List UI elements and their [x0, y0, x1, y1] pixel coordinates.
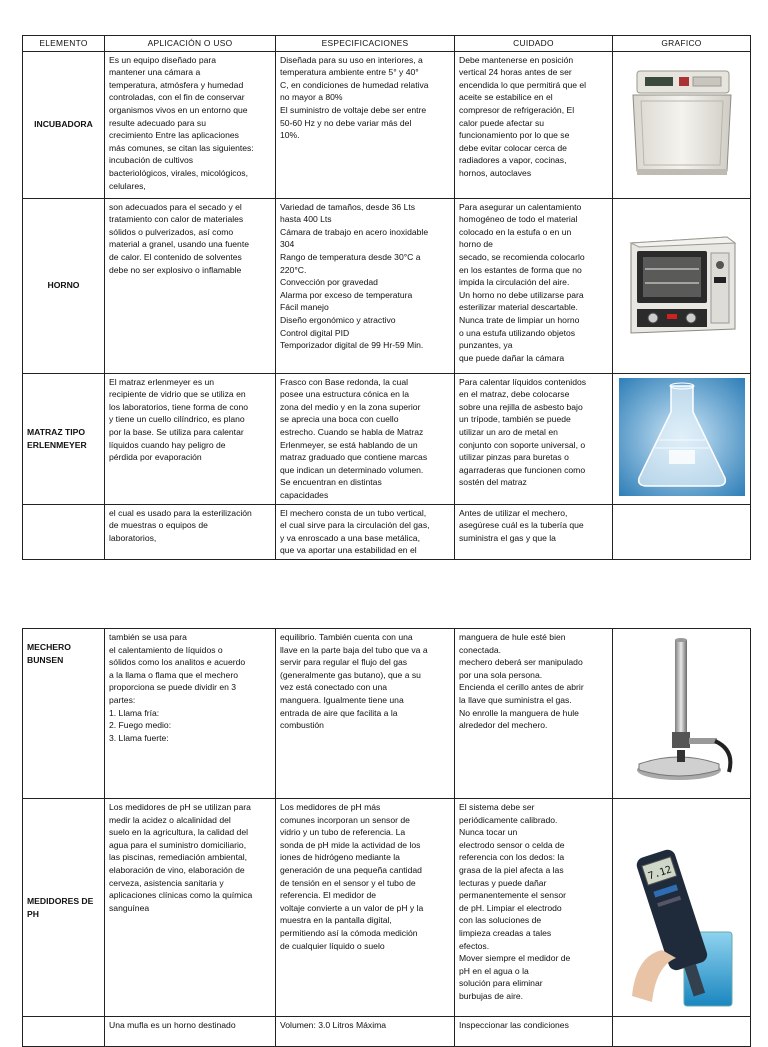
uso-cell: el cual es usado para la esterilización de muestras o equipos de laboratorios,: [105, 504, 276, 559]
spec-cell: Variedad de tamaños, desde 36 Lts hasta 400 Lts Cámara de trabajo en acero inoxidable 304 Rango de temperatura desde 30°C a 220°C. Convección por gravedad Alarma por exceso de temperatura Fácil manejo Diseño ergonómico y atractivo Control digital PID Temporizador digital de 99 Hr-59 Min.: [276, 198, 455, 373]
table-row-horno: [23, 198, 751, 373]
cuidado-cell: Antes de utilizar el mechero, asegúrese cuál es la tubería que suministra el gas y que la: [455, 504, 613, 559]
uso-cell: El matraz erlenmeyer es un recipiente de vidrio que se utiliza en los laboratorios, tiene forma de cono y tiene un cuello cilíndrico, es plano por la base. Se utiliza para calentar líquidos cuando hay peligro de pérdida por evaporación: [105, 373, 276, 504]
incubator-image: [623, 67, 741, 179]
table-row-matraz: [23, 373, 751, 504]
grafico-cell: [613, 198, 751, 373]
erlenmeyer-flask-image: [619, 378, 745, 496]
header-aplicacion: APLICACIÓN O USO: [105, 36, 276, 52]
cuidado-cell: El sistema debe ser periódicamente calibrado. Nunca tocar un electrodo sensor o celda de referencia con los dedos: la grasa de la piel afecta a las lecturas y puede dañar permanentemente el sensor de pH. Limpiar el electrodo con las soluciones de limpieza creadas a tales efectos. Mover siempre el medidor de pH en el agua o la solución para eliminar burbujas de aire.: [455, 799, 613, 1017]
element-name: INCUBADORA: [23, 51, 105, 198]
cuidado-cell: Inspeccionar las condiciones: [455, 1017, 613, 1047]
spec-cell: Volumen: 3.0 Litros Máxima: [276, 1017, 455, 1047]
uso-cell: también se usa para el calentamiento de líquidos o sólidos como los analitos e acuerdo a la llama o flama que el mechero proporciona se puede dividir en 3 partes: 1. Llama fría: 2. Fuego medio: 3. Llama fuerte:: [105, 629, 276, 799]
grafico-cell: [613, 51, 751, 198]
grafico-cell: [613, 629, 751, 799]
grafico-cell: [613, 504, 751, 559]
header-especificaciones: ESPECIFICACIONES: [276, 36, 455, 52]
spec-cell: El mechero consta de un tubo vertical, el cual sirve para la circulación del gas, y va enroscado a una base metálica, que va aportar una estabilidad en el: [276, 504, 455, 559]
spec-cell: equilibrio. También cuenta con una llave en la parte baja del tubo que va a servir para regular el flujo del gas (generalmente gas butano), que a su vez está conectado con una manguera. Igualmente tiene una entrada de aire que facilita a la combustión: [276, 629, 455, 799]
table-row-mechero: [23, 629, 751, 799]
bunsen-burner-image: [623, 632, 741, 792]
header-cuidado: CUIDADO: [455, 36, 613, 52]
grafico-cell: [613, 373, 751, 504]
uso-cell: Es un equipo diseñado para mantener una cámara a temperatura, atmósfera y humedad controladas, con el fin de conservar organismos vivos en un entorno que resulte adecuado para su crecimiento Entre las aplicaciones más comunes, se citan las siguientes: incubación de cultivos bacteriológicos, virales, micológicos, celulares,: [105, 51, 276, 198]
cuidado-cell: Debe mantenerse en posición vertical 24 horas antes de ser encendida lo que permitirá que el aceite se estabilice en el compresor de refrigeración, El calor puede afectar su funcionamiento por lo que se debe evitar colocar cerca de radiadores a vapor, cocinas, hornos, autoclaves: [455, 51, 613, 198]
grafico-cell: [613, 799, 751, 1017]
spec-cell: Diseñada para su uso en interiores, a temperatura ambiente entre 5° y 40° C, en condiciones de humedad relativa no mayor a 80% El suministro de voltaje debe ser entre 50-60 Hz y no debe variar más del 10%.: [276, 51, 455, 198]
element-name: [23, 1017, 105, 1047]
uso-cell: Una mufla es un horno destinado: [105, 1017, 276, 1047]
element-name: [23, 504, 105, 559]
element-name: MECHERO BUNSEN: [23, 629, 105, 799]
table-row-mufla: [23, 1017, 751, 1047]
equipment-table-page-1: [22, 35, 751, 560]
table-row-incubadora: [23, 51, 751, 198]
table-row-continuation: [23, 504, 751, 559]
uso-cell: Los medidores de pH se utilizan para medir la acidez o alcalinidad del suelo en la agricultura, la calidad del agua para el suministro domiciliario, las piscinas, remediación ambiental, elaboración de vino, elaboración de cerveza, asistencia sanitaria y aplicaciones clínicas como la química sanguínea: [105, 799, 276, 1017]
cuidado-cell: Para asegurar un calentamiento homogéneo de todo el material colocado en la estufa o en un horno de secado, se recomienda colocarlo en los estantes de forma que no impida la circulación del aire. Un horno no debe utilizarse para esterilizar material descartable. Nunca trate de limpiar un horno o una estufa utilizando objetos punzantes, ya que puede dañar la cámara: [455, 198, 613, 373]
cuidado-cell: Para calentar líquidos contenidos en el matraz, debe colocarse sobre una rejilla de asbesto bajo un trípode, también se puede utilizar un aro de metal en conjunto con soporte universal, o utilizar pinzas para buretas o agarraderas que funcionen como sostén del matraz: [455, 373, 613, 504]
spec-cell: Frasco con Base redonda, la cual posee una estructura cónica en la zona del medio y en la zona superior se aprecia una boca con cuello estrecho. Cuando se habla de Matraz Erlenmeyer, se está hablando de un matraz graduado que contiene marcas que indican un determinado volumen. Se encuentran en distintas capacidades: [276, 373, 455, 504]
element-name: MATRAZ TIPO ERLENMEYER: [23, 373, 105, 504]
header-row: [23, 36, 751, 52]
cuidado-cell: manguera de hule esté bien conectada. mechero deberá ser manipulado por una sola persona. Encienda el cerillo antes de abrir la llave que suministra el gas. No enrolle la manguera de hule alrededor del mechero.: [455, 629, 613, 799]
header-grafico: GRAFICO: [613, 36, 751, 52]
uso-cell: son adecuados para el secado y el tratamiento con calor de materiales sólidos o pulverizados, así como material a granel, usando una fuente de calor. El contenido de solventes debe no ser explosivo o inflamable: [105, 198, 276, 373]
grafico-cell: [613, 1017, 751, 1047]
element-name: HORNO: [23, 198, 105, 373]
oven-image: [623, 229, 741, 339]
equipment-table-page-2: [22, 628, 751, 1047]
ph-meter-image: [626, 846, 738, 1010]
meter-display: 7.12: [646, 864, 673, 883]
spec-cell: Los medidores de pH más comunes incorporan un sensor de vidrio y un tubo de referencia. La sonda de pH mide la actividad de los iones de hidrógeno mediante la generación de una pequeña cantidad de tensión en el sensor y el tubo de referencia. El medidor de voltaje convierte a un valor de pH y la muestra en la pantalla digital, permitiendo así la cómoda medición de cualquier líquido o suelo: [276, 799, 455, 1017]
table-row-ph: [23, 799, 751, 1017]
element-name: MEDIDORES DE PH: [23, 799, 105, 1017]
header-elemento: ELEMENTO: [23, 36, 105, 52]
